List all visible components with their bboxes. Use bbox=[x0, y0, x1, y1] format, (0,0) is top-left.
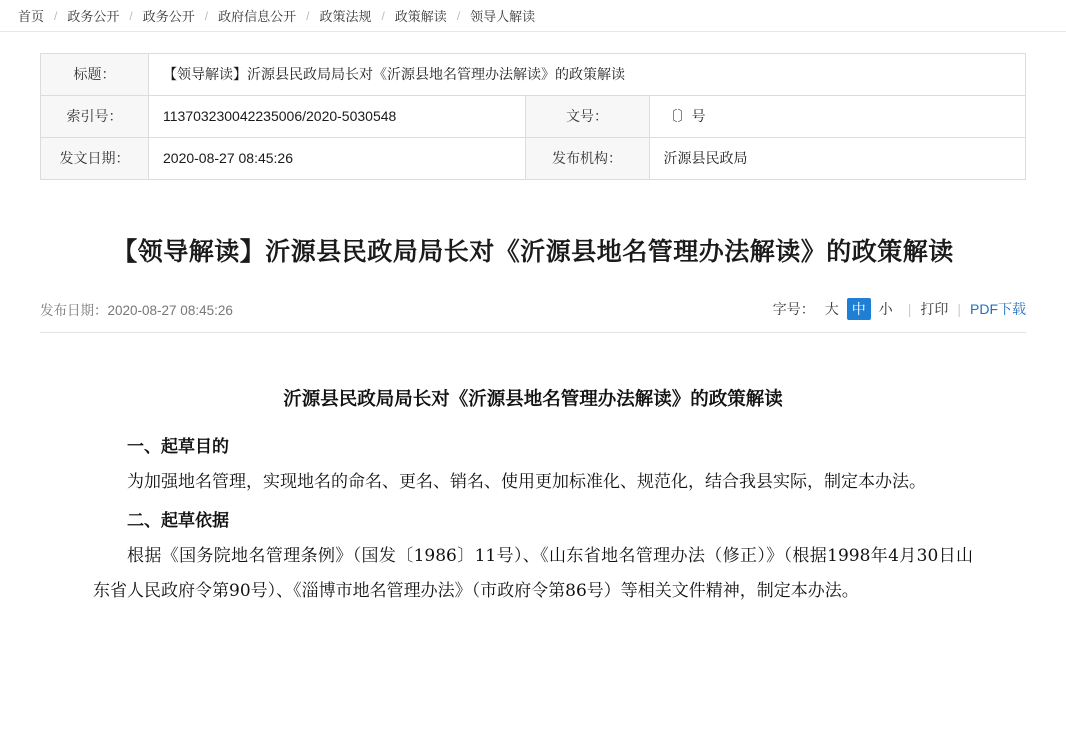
article-toolbar bbox=[40, 298, 1026, 333]
meta-label-index: 索引号： bbox=[41, 96, 149, 138]
breadcrumb-item-4[interactable]: 政策法规 bbox=[319, 9, 372, 24]
meta-label-title: 标题： bbox=[41, 54, 149, 96]
meta-value-docnumber: 〔〕号 bbox=[649, 96, 1026, 138]
font-size-large-button[interactable]: 大 bbox=[824, 300, 839, 317]
breadcrumb-separator: / bbox=[381, 8, 385, 23]
breadcrumb-item-5[interactable]: 政策解读 bbox=[394, 9, 447, 24]
font-size-small-button[interactable]: 小 bbox=[878, 300, 893, 317]
font-size-label: 字号： bbox=[772, 300, 815, 317]
breadcrumb-item-3[interactable]: 政府信息公开 bbox=[218, 9, 297, 24]
toolbar-divider: | bbox=[957, 300, 961, 317]
table-row bbox=[41, 138, 1026, 180]
print-button[interactable]: 打印 bbox=[920, 300, 949, 317]
content-section2-title: 二、起草依据 bbox=[127, 511, 229, 532]
breadcrumb bbox=[0, 0, 1066, 32]
font-size-medium-button[interactable]: 中 bbox=[847, 298, 871, 320]
page-body bbox=[0, 53, 1066, 609]
breadcrumb-separator: / bbox=[306, 8, 310, 23]
meta-value-title: 【领导解读】沂源县民政局局长对《沂源县地名管理办法解读》的政策解读 bbox=[149, 54, 1026, 96]
table-row bbox=[41, 54, 1026, 96]
content-section1-title: 一、起草目的 bbox=[127, 437, 229, 458]
article-content bbox=[93, 381, 973, 609]
breadcrumb-item-0[interactable]: 首页 bbox=[18, 9, 45, 24]
toolbar-divider: | bbox=[907, 300, 912, 317]
breadcrumb-item-2[interactable]: 政务公开 bbox=[142, 9, 195, 24]
content-section2-text: 根据《国务院地名管理条例》（国发〔1986〕11号）、《山东省地名管理办法（修正）》（根据1998年4月30日山东省人民政府令第90号）、《淄博市地名管理办法》（市政府令第86号）等相关文件精神，制定本办法。 bbox=[93, 545, 973, 601]
meta-label-docnumber: 文号： bbox=[525, 96, 649, 138]
table-row bbox=[41, 96, 1026, 138]
content-heading: 沂源县民政局局长对《沂源县地名管理办法解读》的政策解读 bbox=[283, 388, 783, 410]
breadcrumb-item-6[interactable]: 领导人解读 bbox=[470, 9, 536, 24]
publish-date: 发布日期：2020-08-27 08:45:26 bbox=[40, 302, 233, 318]
meta-value-issuedate: 2020-08-27 08:45:26 bbox=[149, 138, 526, 180]
document-meta-table bbox=[40, 53, 1026, 180]
breadcrumb-separator: / bbox=[204, 8, 209, 23]
tools-group bbox=[773, 298, 1026, 320]
breadcrumb-separator: / bbox=[129, 8, 133, 23]
meta-label-agency: 发布机构： bbox=[525, 138, 649, 180]
breadcrumb-separator: / bbox=[54, 8, 58, 23]
pdf-download-link[interactable]: PDF下载 bbox=[970, 300, 1026, 317]
breadcrumb-item-1[interactable]: 政务公开 bbox=[67, 9, 120, 24]
meta-value-agency: 沂源县民政局 bbox=[649, 138, 1026, 180]
content-section1-text: 为加强地名管理，实现地名的命名、更名、销名、使用更加标准化、规范化，结合我县实际，制定本办法。 bbox=[127, 472, 926, 493]
breadcrumb-separator: / bbox=[456, 8, 461, 23]
meta-value-index: 113703230042235006/2020-5030548 bbox=[149, 96, 526, 138]
page-title: 【领导解读】沂源县民政局局长对《沂源县地名管理办法解读》的政策解读 bbox=[112, 238, 954, 266]
meta-label-issuedate: 发文日期： bbox=[41, 138, 149, 180]
